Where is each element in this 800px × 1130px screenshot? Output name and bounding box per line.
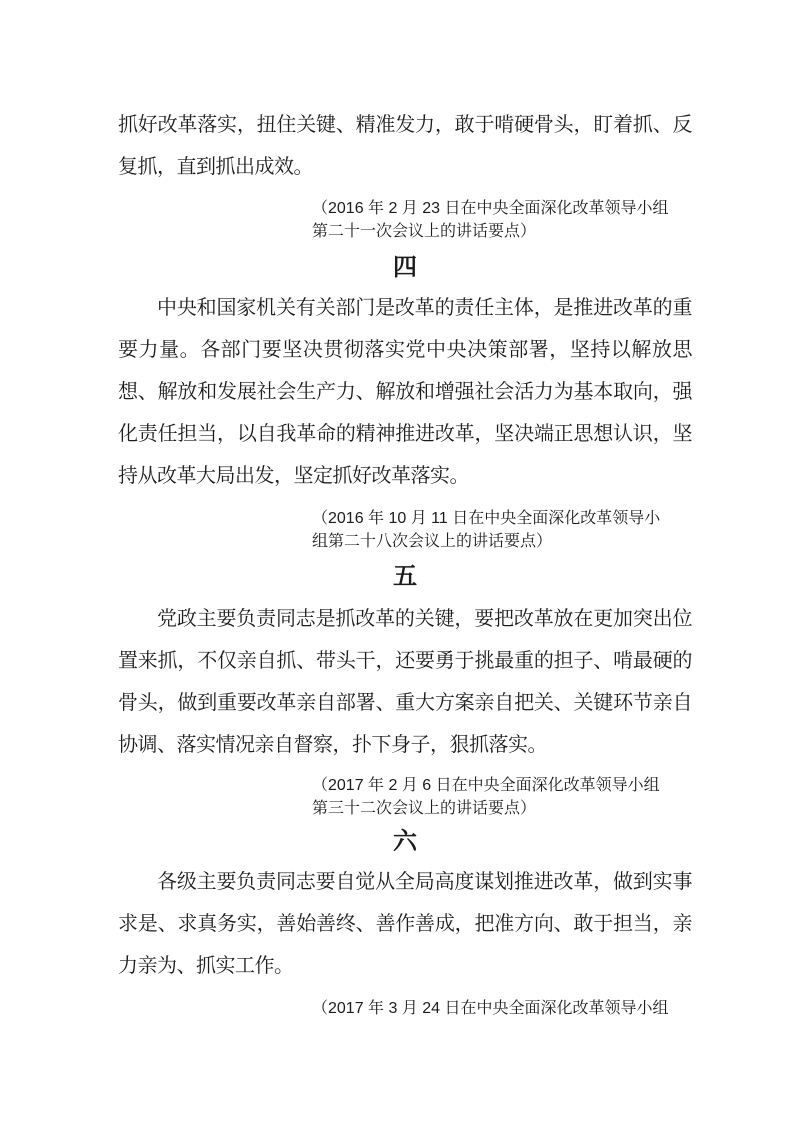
citation-speech-2017-02-06 (312, 774, 694, 820)
section-heading-six: 六 (393, 828, 417, 855)
section-heading-four: 四 (393, 254, 417, 281)
citation-line: （2017 年 3 月 24 日在中央全面深化改革领导小组 (312, 1000, 669, 1017)
text-line: 想、解放和发展社会生产力、解放和增强社会活力为基本取向，强 (118, 381, 692, 403)
citation-speech-2017-03-24 (312, 997, 694, 1020)
section-heading-five: 五 (393, 563, 417, 590)
text-line: 骨头，做到重要改革亲自部署、重大方案亲自把关、关键环节亲自 (118, 692, 692, 714)
citation-speech-2016-10-11 (312, 507, 694, 553)
citation-line: 第二十一次会议上的讲话要点） (312, 223, 537, 240)
text-line: 化责任担当，以自我革命的精神推进改革，坚决端正思想认识，坚 (118, 423, 692, 445)
text-line: 各级主要负责同志要自觉从全局高度谋划推进改革，做到实事 (157, 871, 692, 893)
citation-line: （2016 年 2 月 23 日在中央全面深化改革领导小组 (312, 200, 669, 217)
citation-line: （2016 年 10 月 11 日在中央全面深化改革领导小 (312, 510, 661, 527)
text-line: 复抓，直到抓出成效。 (118, 156, 313, 178)
section-four-paragraph (118, 287, 692, 497)
section-six-paragraph (118, 861, 692, 987)
paragraph-continuation (118, 104, 692, 188)
text-line: 力亲为、抓实工作。 (118, 955, 294, 977)
text-line: 持从改革大局出发，坚定抓好改革落实。 (118, 465, 469, 487)
text-line: 中央和国家机关有关部门是改革的责任主体，是推进改革的重 (157, 297, 692, 319)
citation-line: （2017 年 2 月 6 日在中央全面深化改革领导小组 (312, 777, 660, 794)
text-line: 要力量。各部门要坚决贯彻落实党中央决策部署，坚持以解放思 (118, 339, 692, 361)
text-line: 求是、求真务实，善始善终、善作善成，把准方向、敢于担当，亲 (118, 913, 692, 935)
text-line: 置来抓，不仅亲自抓、带头干，还要勇于挑最重的担子、啃最硬的 (118, 650, 692, 672)
text-line: 协调、落实情况亲自督察，扑下身子，狠抓落实。 (118, 734, 547, 756)
text-line: 党政主要负责同志是抓改革的关键，要把改革放在更加突出位 (157, 608, 692, 630)
text-line: 抓好改革落实，扭住关键、精准发力，敢于啃硬骨头，盯着抓、反 (118, 114, 692, 136)
citation-line: 组第二十八次会议上的讲话要点） (312, 533, 553, 550)
citation-speech-2016-02-23 (312, 197, 694, 243)
section-five-paragraph (118, 598, 692, 766)
citation-line: 第三十二次会议上的讲话要点） (312, 800, 537, 817)
